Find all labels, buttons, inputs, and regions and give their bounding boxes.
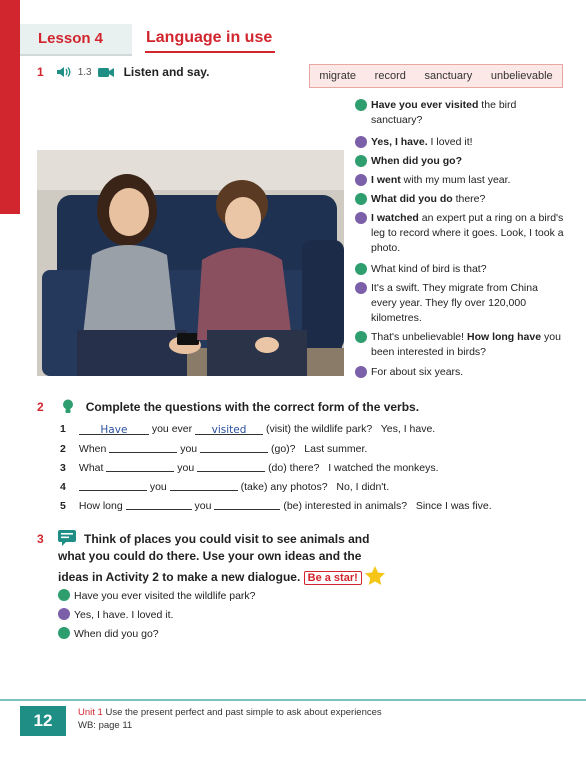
dialogue-line: When did you go? [355,154,565,169]
activity3-line2: what you could do there. Use your own ideas and the [58,549,362,563]
answer-blank[interactable] [106,461,174,472]
exercise-row: 3 What you (do) there? I watched the monkeys. [60,462,439,474]
dialogue-line: Yes, I have. I loved it! [355,135,565,150]
answer-blank[interactable] [200,442,268,453]
video-icon[interactable] [98,67,114,78]
vocab-word: record [374,70,406,82]
dialogue-line: It's a swift. They migrate from China every year. They fly over 120,000 kilometres. [355,281,565,326]
activity1-number: 1 [37,65,44,79]
speaker-purple-icon [355,282,367,294]
audio-icon[interactable] [56,66,72,78]
exercise-row: 1 Have you ever visited (visit) the wildlife park? Yes, I have. [60,423,436,436]
activity3-line3: ideas in Activity 2 to make a new dialogue. [58,570,301,584]
speaker-purple-icon [355,212,367,224]
speaker-green-icon [355,263,367,275]
speaker-green-icon [355,193,367,205]
footer-divider [0,699,586,701]
dialogue-line: That's unbelievable! How long have you been interested in birds? [355,330,565,360]
be-a-star-badge: Be a star! [304,571,362,585]
speaker-purple-icon [355,174,367,186]
lightbulb-icon [62,399,74,414]
workbook-reference: WB: page 11 [78,720,133,731]
dialogue-line: I watched an expert put a ring on a bird's leg to record where it goes. Look, I took a photo. [355,211,565,256]
speaker-green-icon [355,155,367,167]
dialogue-line: I went with my mum last year. [355,173,565,188]
speaker-green-icon [58,627,70,639]
speaker-green-icon [355,331,367,343]
activity1-header [37,65,209,79]
side-color-bar [0,0,20,214]
dialogue-line: For about six years. [355,365,565,380]
vocab-word: sanctuary [424,70,473,82]
star-icon [365,566,385,588]
speech-bubble-icon [58,530,76,549]
answer-blank[interactable] [170,480,238,491]
example-line: Yes, I have. I loved it. [58,608,173,621]
activity2-number: 2 [37,399,44,414]
exercise-row: 5 How long you (be) interested in animals? Since I was five. [60,500,492,512]
footer-unit-line [78,707,382,718]
answer-blank[interactable]: visited [195,424,263,435]
speaker-green-icon [355,99,367,111]
speaker-purple-icon [355,366,367,378]
activity2-header [37,399,419,414]
answer-blank[interactable]: Have [79,424,149,435]
activity1-instruction: Listen and say. [123,65,210,79]
answer-blank[interactable] [126,499,192,510]
answer-blank[interactable] [197,461,265,472]
dialogue-line: What did you do there? [355,192,565,207]
exercise-row: 2 When you (go)? Last summer. [60,443,368,455]
vocab-word: migrate [319,70,357,82]
vocab-word: unbelievable [490,70,553,82]
example-line: When did you go? [58,627,159,640]
activity3-number: 3 [37,532,44,546]
footer-unit-text: Use the present perfect and past simple to ask about experiences [105,707,382,718]
activity3-line3-wrap [58,566,385,588]
track-number: 1.3 [77,66,92,78]
answer-blank[interactable] [79,480,147,491]
activity2-instruction: Complete the questions with the correct form of the verbs. [85,399,420,414]
speaker-green-icon [58,589,70,601]
dialogue-line: Have you ever visited the bird sanctuary? [355,98,565,128]
example-line: Have you ever visited the wildlife park? [58,589,256,602]
lesson-title: Language in use [146,29,273,46]
title-underline [145,51,275,53]
speaker-purple-icon [58,608,70,620]
speaker-purple-icon [355,136,367,148]
answer-blank[interactable] [109,442,177,453]
activity3-number-wrap [37,532,44,546]
dialogue-line: What kind of bird is that? [355,262,565,277]
vocabulary-box [309,64,563,88]
activity3-line1: Think of places you could visit to see animals and [84,532,370,546]
page-number: 12 [20,706,66,736]
footer-unit: Unit 1 [78,707,103,718]
children-photo [37,150,344,376]
answer-blank[interactable] [214,499,280,510]
exercise-row: 4 you (take) any photos? No, I didn't. [60,481,390,493]
lesson-label: Lesson 4 [38,30,104,47]
